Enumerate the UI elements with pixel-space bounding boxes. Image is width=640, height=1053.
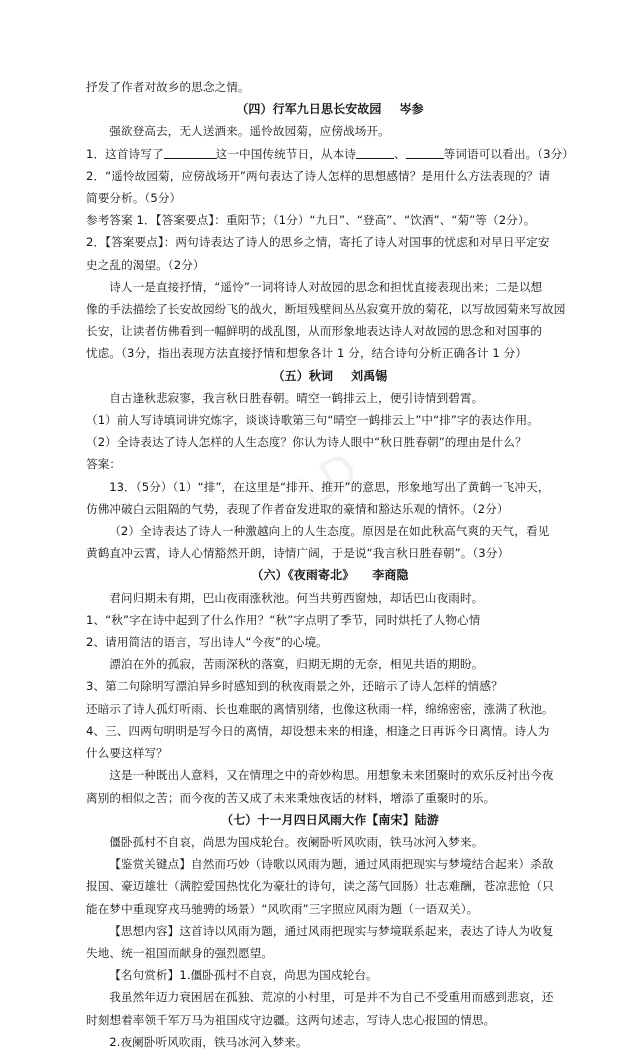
section-7-keypoints-b: 报国、豪迈雄壮（满腔爱国热忱化为豪壮的诗句，读之荡气回肠）壮志难酬，苍凉悲怆（只 [86,879,554,894]
section-4-question-2a: 2．“遥怜故园菊，应傍战场开”两句表达了诗人怎样的思想感情？是用什么方法表现的？请 [86,168,551,183]
section-7-keypoints-a: 【鉴赏关键点】自然而巧妙（诗歌以风雨为题，通过风雨把现实与梦境结合起来）杀敌 [109,857,554,872]
section-6-answer-2: 漂泊在外的孤寂，苦雨深秋的落寞，归期无期的无奈，相见共语的期盼。 [109,657,484,672]
answer-blank [406,146,444,159]
section-6-answer-4b: 离别的相似之苦；而今夜的苦又成了未来秉烛夜话的材料，增添了重聚时的乐。 [86,790,496,805]
section-7-analysis-1b: 时刻想着率领千军万马为祖国戍守边疆。这两句述志，写诗人忠心报国的情思。 [86,1012,496,1027]
section-7-analysis-1a: 我虽然年迈力衰困居在孤独、荒凉的小村里，可是并不为自己不受重用而感到悲哀，还 [109,990,554,1005]
section-4-question-2b: 简要分析。（5分） [86,191,182,206]
section-6-title: （六）《夜雨寄北》 [251,568,355,583]
section-6-question-4a: 4、三、四两句明明是写今日的离情，却设想未来的相逢，相逢之日再诉今日离情。诗人为 [86,723,550,738]
section-7-heading: （七）十一月四日风雨大作【南宋】陆游 [221,812,439,827]
section-4-heading [86,98,574,120]
section-6-author: 李商隐 [372,568,409,583]
section-7-famous-lines: 【名句赏析】1.僵卧孤村不自哀，尚思为国戍轮台。 [109,968,378,983]
section-4-poem: 强欲登高去，无人送酒来。遥怜故园菊，应傍战场开。 [109,124,390,139]
section-7-theme-a: 【思想内容】这首诗以风雨为题，通过风雨把现实与梦境联系起来，表达了诗人为收复 [109,923,554,938]
section-4-answer-2a: 2．【答案要点】：两句诗表达了诗人的思乡之情，寄托了诗人对国事的忧虑和对早日平定安 [86,235,550,250]
section-6-answer-4a: 这是一种既出人意料，又在情理之中的奇妙构思。用想象未来团聚时的欢乐反衬出今夜 [109,768,554,783]
section-5-answer-1b: 仿佛冲破白云阻隔的气势，表现了作者奋发进取的豪情和豁达乐观的情怀。（2分） [86,501,509,516]
section-5-heading [86,365,574,387]
section-4-answer-1: 参考答案 1．【答案要点】：重阳节；（1分）“九日”、“登高”、“饮酒”、“菊”等（2分）。 [86,213,536,228]
section-6-question-1: 1、“秋”字在诗中起到了什么作用？“秋”字点明了季节，同时烘托了人物心情 [86,612,481,627]
question-text: 1．这首诗写了 [86,146,164,161]
answer-blank [356,146,394,159]
intro-line: 抒发了作者对故乡的思念之情。 [86,80,250,94]
section-6-question-2: 2、请用简洁的语言，写出诗人“今夜”的心境。 [86,635,328,650]
section-6-question-3: 3、第二句除明写漂泊异乡时感知到的秋夜雨景之外，还暗示了诗人怎样的情感？ [86,679,503,694]
question-text: 、 [393,146,406,161]
section-7-theme-b: 失地、统一祖国而献身的强烈愿望。 [86,945,274,960]
section-5-poem: 自古逢秋悲寂寥，我言秋日胜春朝。晴空一鹤排云上，便引诗情到碧霄。 [109,390,484,405]
section-7-keypoints-c: 能在梦中重现穿戎马驰骋的场景）“风吹雨”三字照应风雨为题（一语双关）。 [86,901,479,916]
section-5-answer-label: 答案： [86,457,122,472]
section-4-explanation-a: 诗人一是直接抒情，“遥怜”一词将诗人对故园的思念和担忧直接表现出来；二是以想 [109,279,543,294]
section-5-question-1: （1）前人写诗填词讲究炼字，谈谈诗歌第三句“晴空一鹤排云上”中“排”字的表达作用。 [86,413,539,428]
section-4-answer-2b: 史之乱的渴望。（2分） [86,257,205,272]
section-5-answer-2a: （2）全诗表达了诗人一种激越向上的人生态度。原因是在如此秋高气爽的天气，看见 [109,524,550,539]
question-text: 等词语可以看出。（3分） [443,146,574,161]
section-4-question-1 [86,143,574,165]
section-6-heading [86,564,574,586]
section-6-answer-3: 还暗示了诗人孤灯听雨、长也难眠的离情别绪，也像这秋雨一样，绵绵密密，涨满了秋池。 [86,701,554,716]
section-7-famous-line-2: 2.夜阑卧听风吹雨，铁马冰河入梦来。 [109,1034,308,1049]
watermark: LD [290,442,368,519]
section-4-title: （四）行军九日思长安故园 [236,102,382,117]
section-6-poem: 君问归期未有期，巴山夜雨涨秋池。何当共剪西窗烛，却话巴山夜雨时。 [109,590,484,605]
section-6-question-4b: 什么要这样写？ [86,746,168,761]
section-5-answer-1a: 13．（5分）（1）“排”，在这里是“排开、推开”的意思，形象地写出了黄鹤一飞冲天， [109,479,550,494]
section-4-explanation-c: 长安，让读者仿佛看到一幅鲜明的战乱图，从而形象地表达诗人对故园的思念和对国事的 [86,324,543,339]
section-4-author: 岑参 [399,102,424,117]
section-5-question-2: （2）全诗表达了诗人怎样的人生态度？你认为诗人眼中“秋日胜春朝”的理由是什么？ [86,435,527,450]
section-7-poem: 僵卧孤村不自哀，尚思为国戍轮台。夜阑卧听风吹雨，铁马冰河入梦来。 [109,834,484,849]
section-5-answer-2b: 黄鹤直冲云霄，诗人心情豁然开朗，诗情广阔，于是说“我言秋日胜春朝”。（3分） [86,546,510,561]
section-5-author: 刘禹锡 [351,368,388,383]
section-4-explanation-d: 忧虑。（3分，指出表现方法直接抒情和想象各计 1 分，结合诗句分析正确各计 1 分） [86,346,528,361]
answer-blank [164,146,216,159]
question-text: 这一中国传统节日，从本诗 [215,146,356,161]
section-5-title: （五）秋词 [272,368,334,383]
section-4-explanation-b: 像的手法描绘了长安故园纷飞的战火，断垣残壁间丛丛寂寞开放的菊花，以写故园菊来写故园 [86,302,566,317]
